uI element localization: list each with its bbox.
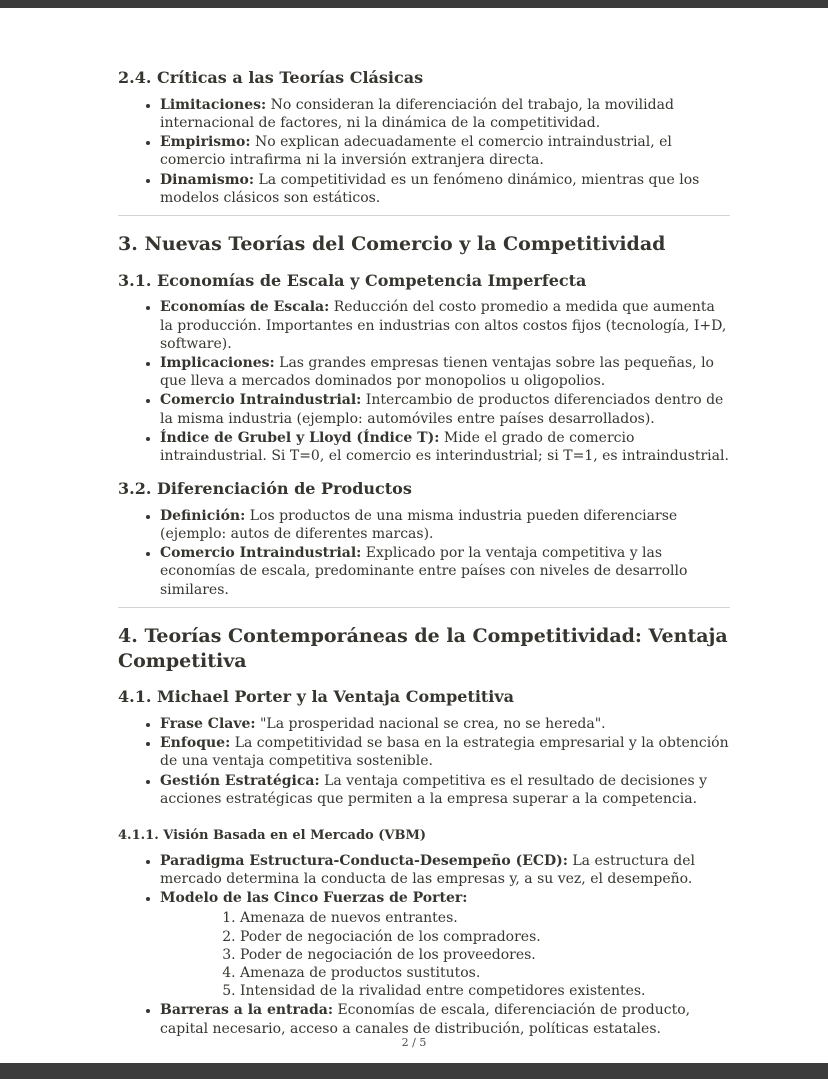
item-label: Empirismo:	[160, 134, 251, 151]
criticas-list	[118, 96, 730, 207]
bullet-item	[160, 715, 730, 733]
bullet-item	[160, 133, 730, 169]
item-text: Explicado por la ventaja competitiva y las economías de escala, predominante entre países con niveles de desarrollo similares.	[160, 545, 688, 598]
item-label: Definición:	[160, 507, 246, 524]
diferenciacion-list	[118, 507, 730, 599]
item-text: La ventaja competitiva es el resultado de decisiones y acciones estratégicas que permiten a la empresa superar a la competencia.	[160, 772, 708, 807]
document-page	[0, 8, 828, 1063]
bullet-item	[160, 734, 730, 770]
item-label: Índice de Grubel y Lloyd (Índice T):	[160, 429, 440, 446]
item-label: Implicaciones:	[160, 354, 275, 371]
item-label: Barreras a la entrada:	[160, 1002, 334, 1019]
item-text: Mide el grado de comercio intraindustrial. Si T=0, el comercio es interindustrial; si T=1, es intraindustrial.	[160, 429, 729, 464]
numbered-item: 1. Amenaza de nuevos entrantes.	[240, 909, 730, 927]
five-forces-list	[160, 909, 730, 1000]
bullet-item	[160, 772, 730, 808]
section-heading-4: 4. Teorías Contemporáneas de la Competitividad: Ventaja Competitiva	[118, 624, 728, 672]
item-text: La competitividad es un fenómeno dinámico, mientras que los modelos clásicos son estáticos.	[160, 171, 700, 206]
numbered-item: 2. Poder de negociación de los compradores.	[240, 928, 730, 946]
item-label: Comercio Intraindustrial:	[160, 545, 362, 562]
item-label: Frase Clave:	[160, 716, 256, 732]
item-text: Economías de escala, diferenciación de producto, capital necesario, acceso a canales de distribución, políticas estatales.	[160, 1002, 691, 1037]
bullet-item	[160, 171, 730, 207]
section-heading-4-1-1: 4.1.1. Visión Basada en el Mercado (VBM)	[118, 827, 427, 843]
bullet-item	[160, 96, 730, 132]
item-label: Limitaciones:	[160, 96, 267, 113]
item-text: "La prosperidad nacional se crea, no se hereda".	[255, 716, 606, 732]
item-label: Modelo de las Cinco Fuerzas de Porter:	[160, 890, 468, 907]
section-heading-4-1: 4.1. Michael Porter y la Ventaja Competitiva	[118, 687, 515, 707]
item-label: Economías de Escala:	[160, 299, 330, 316]
section-heading-3: 3. Nuevas Teorías del Comercio y la Competitividad	[118, 232, 666, 255]
section-divider	[118, 607, 730, 608]
item-text: Los productos de una misma industria pueden diferenciarse (ejemplo: autos de diferentes marcas).	[160, 507, 678, 543]
bullet-item	[160, 429, 730, 465]
bullet-item	[160, 852, 730, 888]
bullet-item	[160, 507, 730, 543]
section-heading-2-4: 2.4. Críticas a las Teorías Clásicas	[118, 68, 424, 87]
page-content	[0, 8, 828, 1063]
porter-list	[118, 715, 730, 808]
item-text: La competitividad se basa en la estrategia empresarial y la obtención de una ventaja competitiva sostenible.	[160, 735, 729, 770]
item-text: Reducción del costo promedio a medida que aumenta la producción. Importantes en industrias con altos costos fijos (tecnología, I+D, software).	[160, 299, 727, 352]
item-text: La estructura del mercado determina la conducta de las empresas y, a su vez, el desempeño.	[160, 852, 695, 888]
numbered-item: 4. Amenaza de productos sustitutos.	[240, 964, 730, 982]
bullet-item	[160, 889, 730, 1000]
page-number: 2 / 5	[401, 1036, 427, 1049]
vbm-list	[118, 852, 730, 1038]
item-label: Gestión Estratégica:	[160, 772, 320, 789]
item-text: No explican adecuadamente el comercio intraindustrial, el comercio intrafirma ni la inversión extranjera directa.	[160, 134, 672, 169]
item-text: Intercambio de productos diferenciados dentro de la misma industria (ejemplo: automóviles entre países desarrollados).	[160, 392, 724, 427]
economias-list	[118, 298, 730, 465]
section-divider	[118, 215, 730, 216]
section-heading-3-2: 3.2. Diferenciación de Productos	[118, 479, 412, 499]
bullet-item	[160, 298, 730, 353]
item-text: No consideran la diferenciación del trabajo, la movilidad internacional de factores, ni la dinámica de la competitividad.	[160, 96, 674, 131]
item-label: Comercio Intraindustrial:	[160, 392, 362, 409]
item-label: Paradigma Estructura-Conducta-Desempeño (ECD):	[160, 852, 568, 869]
section-heading-3-1: 3.1. Economías de Escala y Competencia Imperfecta	[118, 270, 587, 290]
viewer-background	[0, 8, 828, 1079]
numbered-item: 3. Poder de negociación de los proveedores.	[240, 946, 730, 964]
bullet-item	[160, 544, 730, 599]
item-label: Enfoque:	[160, 735, 231, 752]
bullet-item	[160, 391, 730, 427]
item-label: Dinamismo:	[160, 171, 255, 188]
numbered-item: 5. Intensidad de la rivalidad entre competidores existentes.	[240, 982, 730, 1000]
bullet-item	[160, 354, 730, 390]
item-text: Las grandes empresas tienen ventajas sobre las pequeñas, lo que lleva a mercados dominados por monopolios u oligopolios.	[160, 354, 714, 390]
bullet-item	[160, 1001, 730, 1037]
